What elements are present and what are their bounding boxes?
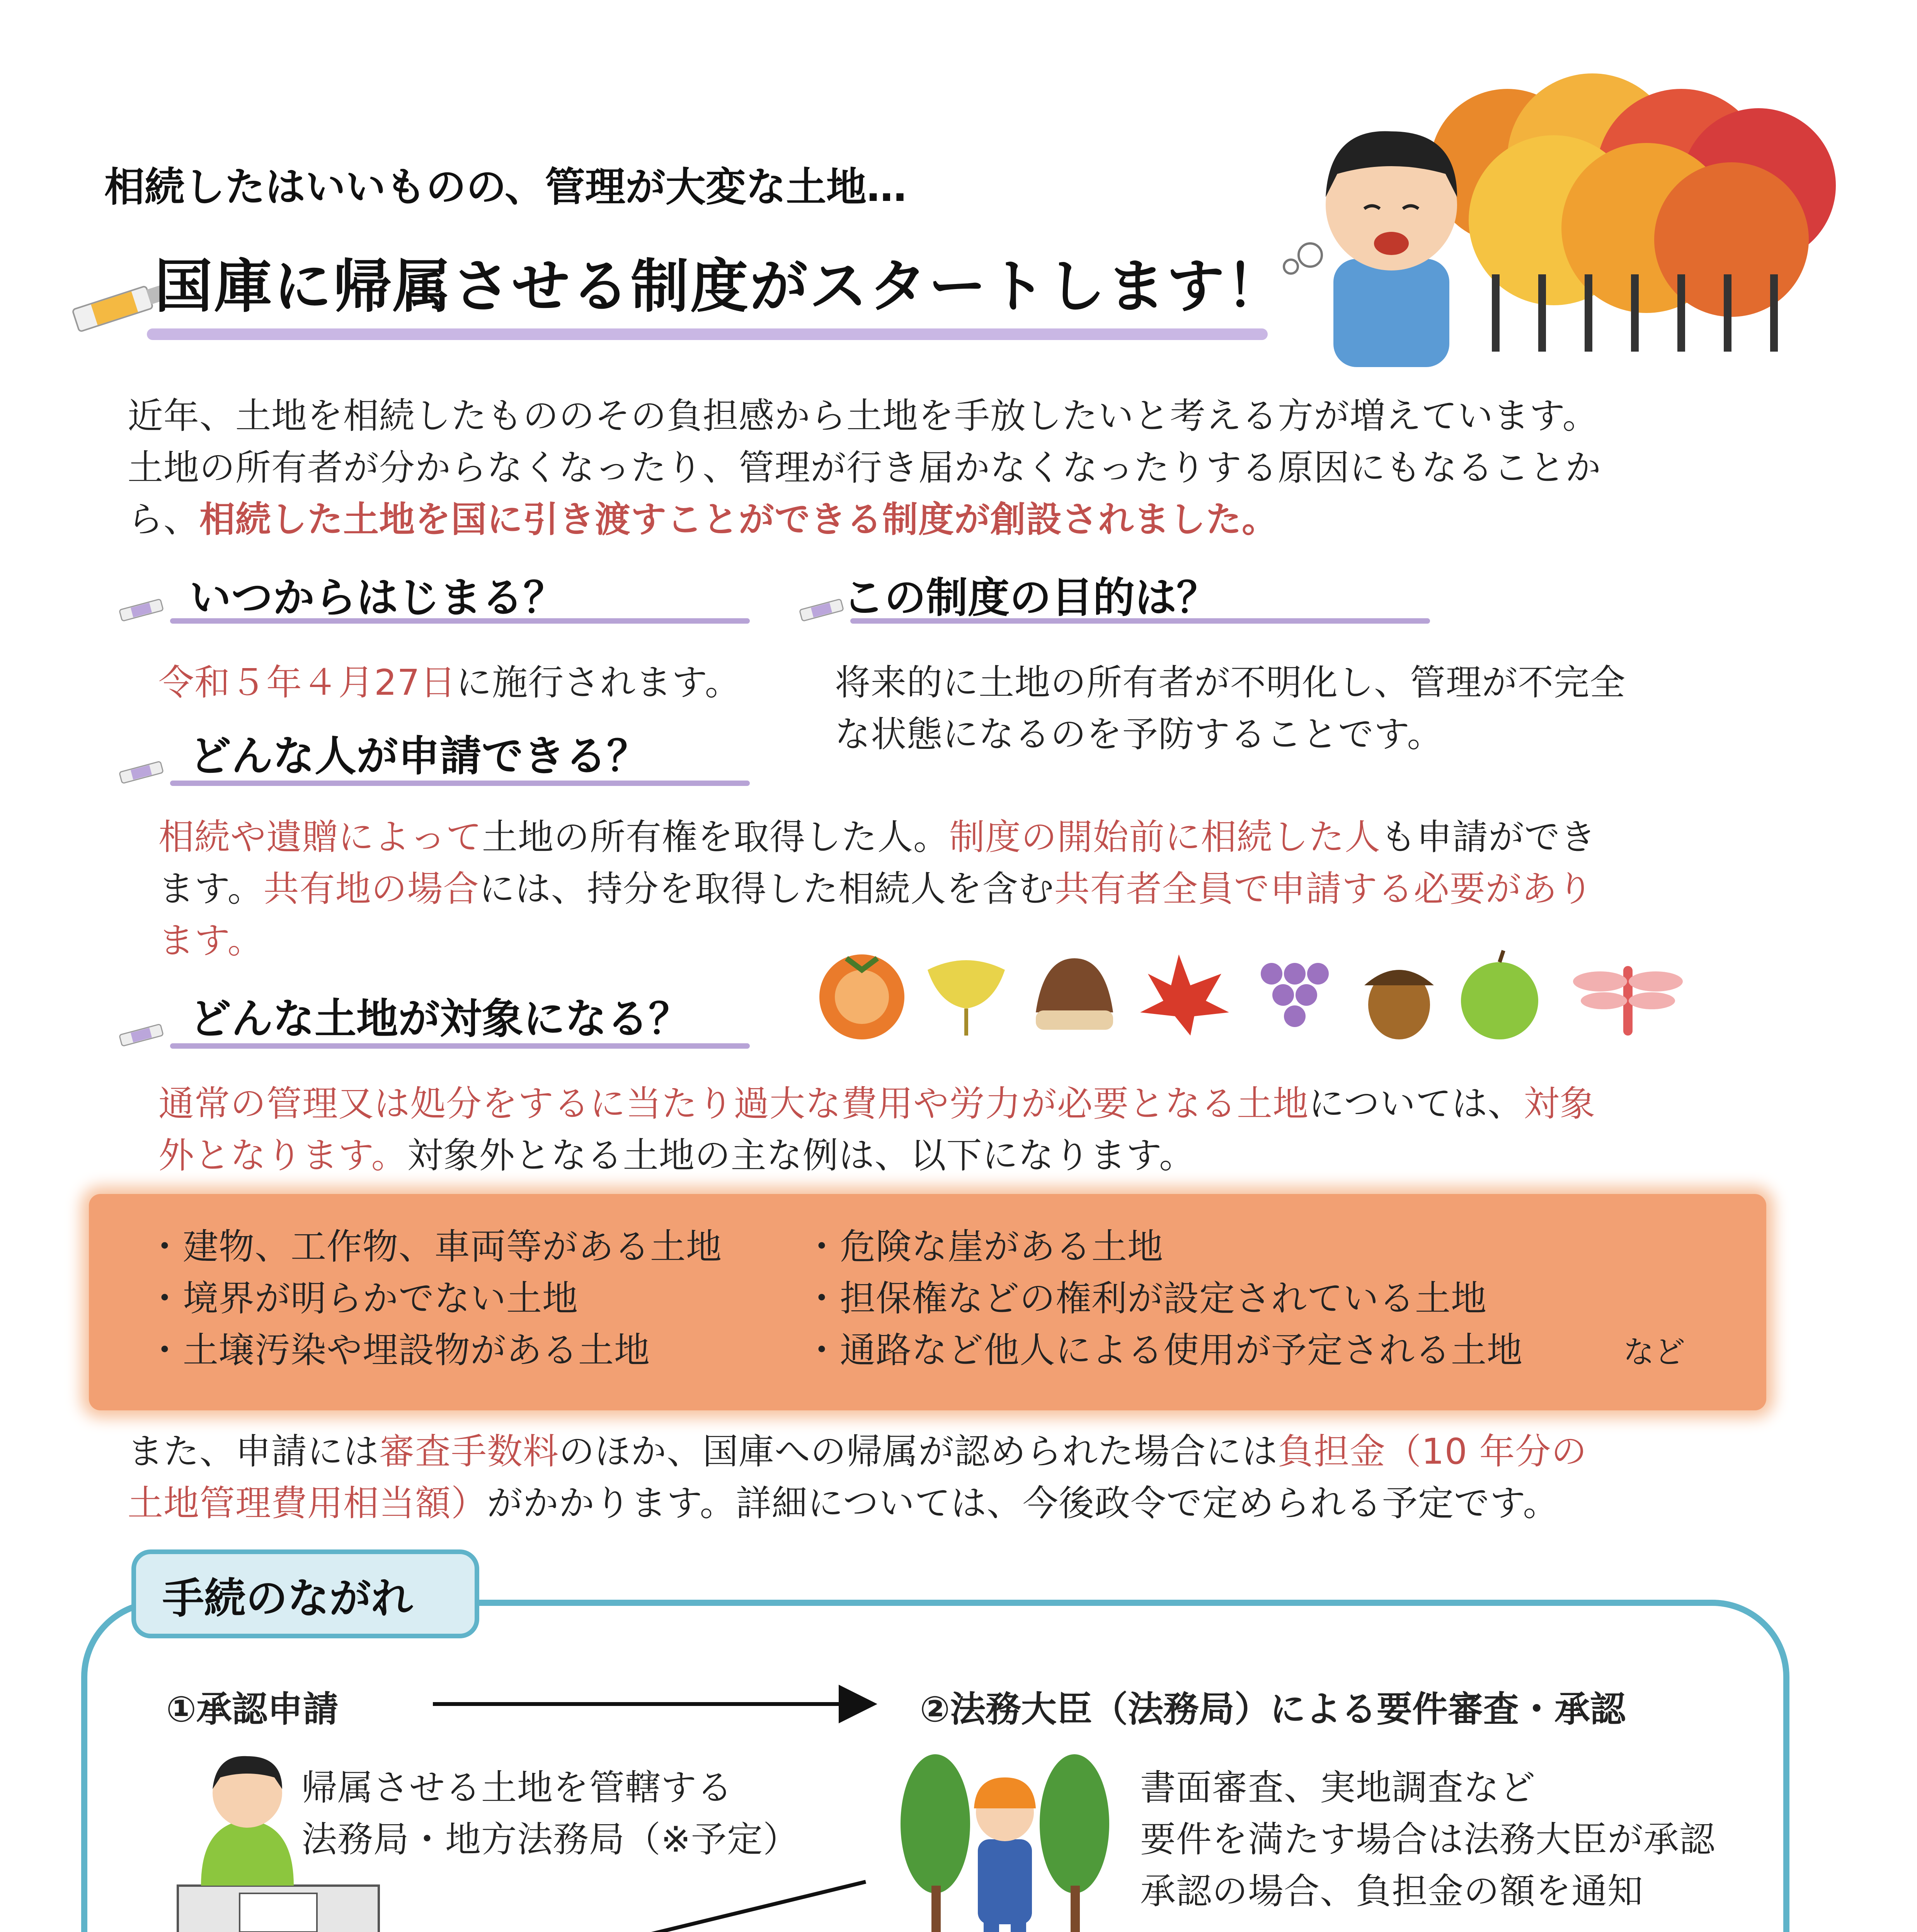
example-left-2: ・境界が明らかでない土地 (147, 1278, 579, 1319)
who-l2-c: には、持分を取得した相続人を含む (479, 868, 1054, 910)
when-text (158, 657, 741, 709)
intro-line-1: 近年、土地を相続したもののその負担感から土地を手放したいと考える方が増えています。 (128, 395, 1599, 437)
intro-highlight: 相続した土地を国に引き渡すことができる制度が創設されました。 (199, 499, 1278, 540)
when-date: 令和５年４月27日 (158, 662, 456, 703)
fees-line-2 (128, 1478, 1559, 1529)
apple-icon (1461, 951, 1538, 1039)
target-l2-a: 外となります。 (158, 1135, 407, 1176)
man (1284, 131, 1457, 367)
fees-l1-d: 負担金（10 年分の (1278, 1431, 1587, 1472)
flow-step-1: ①承認申請 (166, 1689, 339, 1730)
step2-desc-1: 書面審査、実地調査など (1140, 1767, 1536, 1808)
persimmon-icon (819, 954, 904, 1039)
maple-leaf-icon (1140, 954, 1229, 1036)
purpose-line-1: 将来的に土地の所有者が不明化し、管理が不完全 (835, 662, 1626, 703)
intro-line-3-prefix: ら、 (128, 499, 200, 540)
flow-title: 手続のながれ (162, 1575, 413, 1623)
example-right-1: ・危険な崖がある土地 (804, 1226, 1164, 1267)
when-title: いつからはじまる？ (189, 574, 565, 622)
who-line-1 (158, 811, 1596, 863)
chestnut-icon (1036, 958, 1113, 1030)
header-subtitle: 相続したはいいものの、管理が大変な土地… (104, 163, 907, 211)
autumn-man-illustration (1275, 58, 1878, 367)
header-title: 国庫に帰属させる制度がスタートします！ (155, 253, 1286, 320)
paint-tube-icon (116, 595, 178, 622)
paint-tube-icon (116, 1020, 178, 1047)
fees-line-1 (128, 1426, 1587, 1478)
flow-step-2: ②法務大臣（法務局）による要件審査・承認 (920, 1689, 1626, 1730)
when-rest: に施行されます。 (456, 662, 741, 703)
who-l1-a: 相続や遺贈によって (158, 816, 482, 858)
purpose-line-2: な状態になるのを予防することです。 (835, 714, 1443, 755)
who-l2-d: 共有者全員で申請する必要があり (1054, 868, 1594, 910)
autumn-icons-row (812, 943, 1747, 1043)
target-line-2 (158, 1130, 1195, 1182)
grapes-icon (1261, 963, 1329, 1027)
ginkgo-leaf-icon (928, 960, 1005, 1036)
step1-desc-2: 法務局・地方法務局（※予定） (301, 1819, 799, 1860)
dragonfly-icon (1573, 966, 1683, 1036)
fees-l2-b: がかかります。詳細については、今後政令で定められる予定です。 (487, 1483, 1559, 1524)
target-l1-b: については、 (1309, 1083, 1524, 1124)
example-right-2: ・担保権などの権利が設定されている土地 (804, 1278, 1487, 1319)
fees-l1-a: また、申請には (128, 1431, 380, 1472)
who-l1-d: も申請ができ (1381, 816, 1597, 858)
target-l1-a: 通常の管理又は処分をするに当たり過大な費用や労力が必要となる土地 (158, 1083, 1309, 1124)
who-l2-a: ます。 (158, 868, 264, 910)
target-l1-c: 対象 (1524, 1083, 1596, 1124)
example-right-3: ・通路など他人による使用が予定される土地 (804, 1330, 1523, 1371)
example-etc: など (1623, 1334, 1685, 1370)
example-left-1: ・建物、工作物、車両等がある土地 (147, 1226, 722, 1267)
fees-l1-c: のほか、国庫への帰属が認められた場合には (559, 1431, 1278, 1472)
arrow-2-to-3 (437, 1882, 866, 1932)
autumn-trees (1430, 73, 1836, 352)
who-l2-b: 共有地の場合 (263, 868, 479, 910)
who-l1-b: 土地の所有権を取得した人。 (482, 816, 950, 858)
title-underline (147, 328, 1268, 340)
step2-desc-2: 要件を満たす場合は法務大臣が承認 (1140, 1819, 1716, 1860)
target-l2-b: 対象外となる土地の主な例は、以下になります。 (407, 1135, 1195, 1176)
fees-l1-b: 審査手数料 (379, 1431, 559, 1472)
who-l1-c: 制度の開始前に相続した人 (949, 816, 1381, 858)
who-line-2 (158, 863, 1594, 915)
who-title: どんな人が申請できる？ (189, 732, 649, 781)
example-left-3: ・土壌汚染や埋設物がある土地 (147, 1330, 650, 1371)
intro-line-3 (128, 494, 1278, 546)
target-line-1 (158, 1078, 1595, 1130)
step2-desc-3: 承認の場合、負担金の額を通知 (1140, 1871, 1644, 1912)
paint-tube-icon (116, 757, 178, 784)
purpose-title: この制度の目的は？ (843, 574, 1219, 622)
surveyor-illustration (897, 1739, 1113, 1932)
target-title: どんな土地が対象になる？ (189, 995, 691, 1043)
fees-l2-a: 土地管理費用相当額） (128, 1483, 487, 1524)
acorn-icon (1364, 970, 1434, 1039)
who-line-3: ます。 (158, 920, 264, 961)
step1-desc-1: 帰属させる土地を管轄する (301, 1767, 733, 1808)
intro-line-2: 土地の所有者が分からなくなったり、管理が行き届かなくなったりする原因にもなることか (128, 447, 1602, 488)
